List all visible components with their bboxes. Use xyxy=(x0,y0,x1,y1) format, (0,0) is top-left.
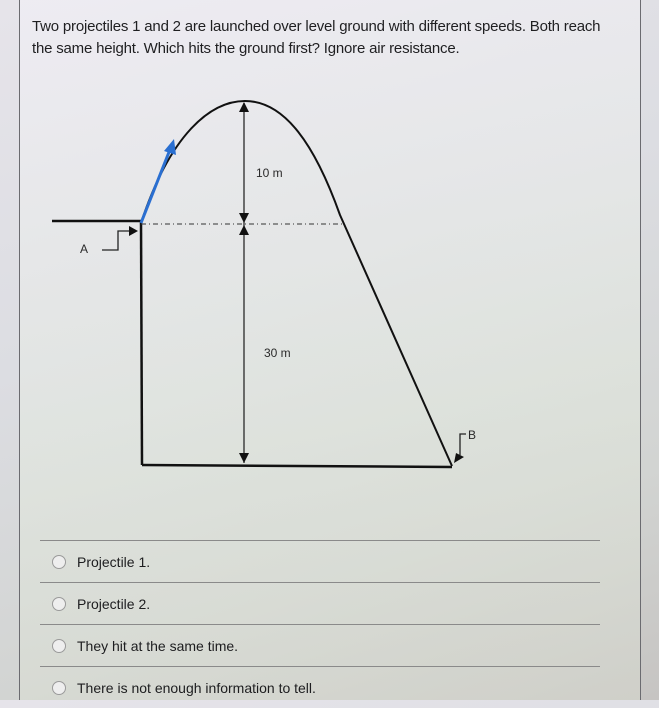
height-30m-label: 30 m xyxy=(264,346,291,360)
ground-line xyxy=(142,465,452,467)
answer-option-projectile-1[interactable] xyxy=(40,540,600,582)
cliff-wall-line xyxy=(141,221,142,465)
radio-button[interactable] xyxy=(52,555,66,569)
point-b-arrowhead-icon xyxy=(454,453,464,463)
radio-button[interactable] xyxy=(52,639,66,653)
point-a-arrowhead-icon xyxy=(129,226,138,236)
point-a-label: A xyxy=(80,242,89,256)
arrow-down-icon xyxy=(239,453,249,463)
answer-options xyxy=(40,540,600,708)
point-b-label: B xyxy=(468,428,477,442)
answer-label: They hit at the same time. xyxy=(77,637,239,654)
radio-button[interactable] xyxy=(52,681,66,695)
answer-option-projectile-2[interactable] xyxy=(40,582,600,624)
answer-label: Projectile 2. xyxy=(77,595,151,612)
height-10m-label: 10 m xyxy=(256,166,283,180)
arrow-up-icon xyxy=(239,102,249,112)
arrow-up-icon xyxy=(239,225,249,235)
projectile-diagram xyxy=(40,85,520,485)
point-b-pointer xyxy=(460,434,466,455)
point-a-pointer xyxy=(102,231,132,250)
answer-label: There is not enough information to tell. xyxy=(77,679,316,696)
radio-button[interactable] xyxy=(52,597,66,611)
answer-label: Projectile 1. xyxy=(77,553,151,570)
velocity-arrow xyxy=(141,147,171,223)
answer-option-not-enough-info[interactable] xyxy=(40,666,600,708)
question-text: Two projectiles 1 and 2 are launched over level ground with different speeds. Both reach the same height. Which hits the ground first? Ignore air resistance. xyxy=(32,18,601,57)
answer-option-same-time[interactable] xyxy=(40,624,600,666)
velocity-arrowhead-icon xyxy=(164,139,176,155)
arrow-down-icon xyxy=(239,213,249,223)
trajectory-curve xyxy=(141,101,452,466)
